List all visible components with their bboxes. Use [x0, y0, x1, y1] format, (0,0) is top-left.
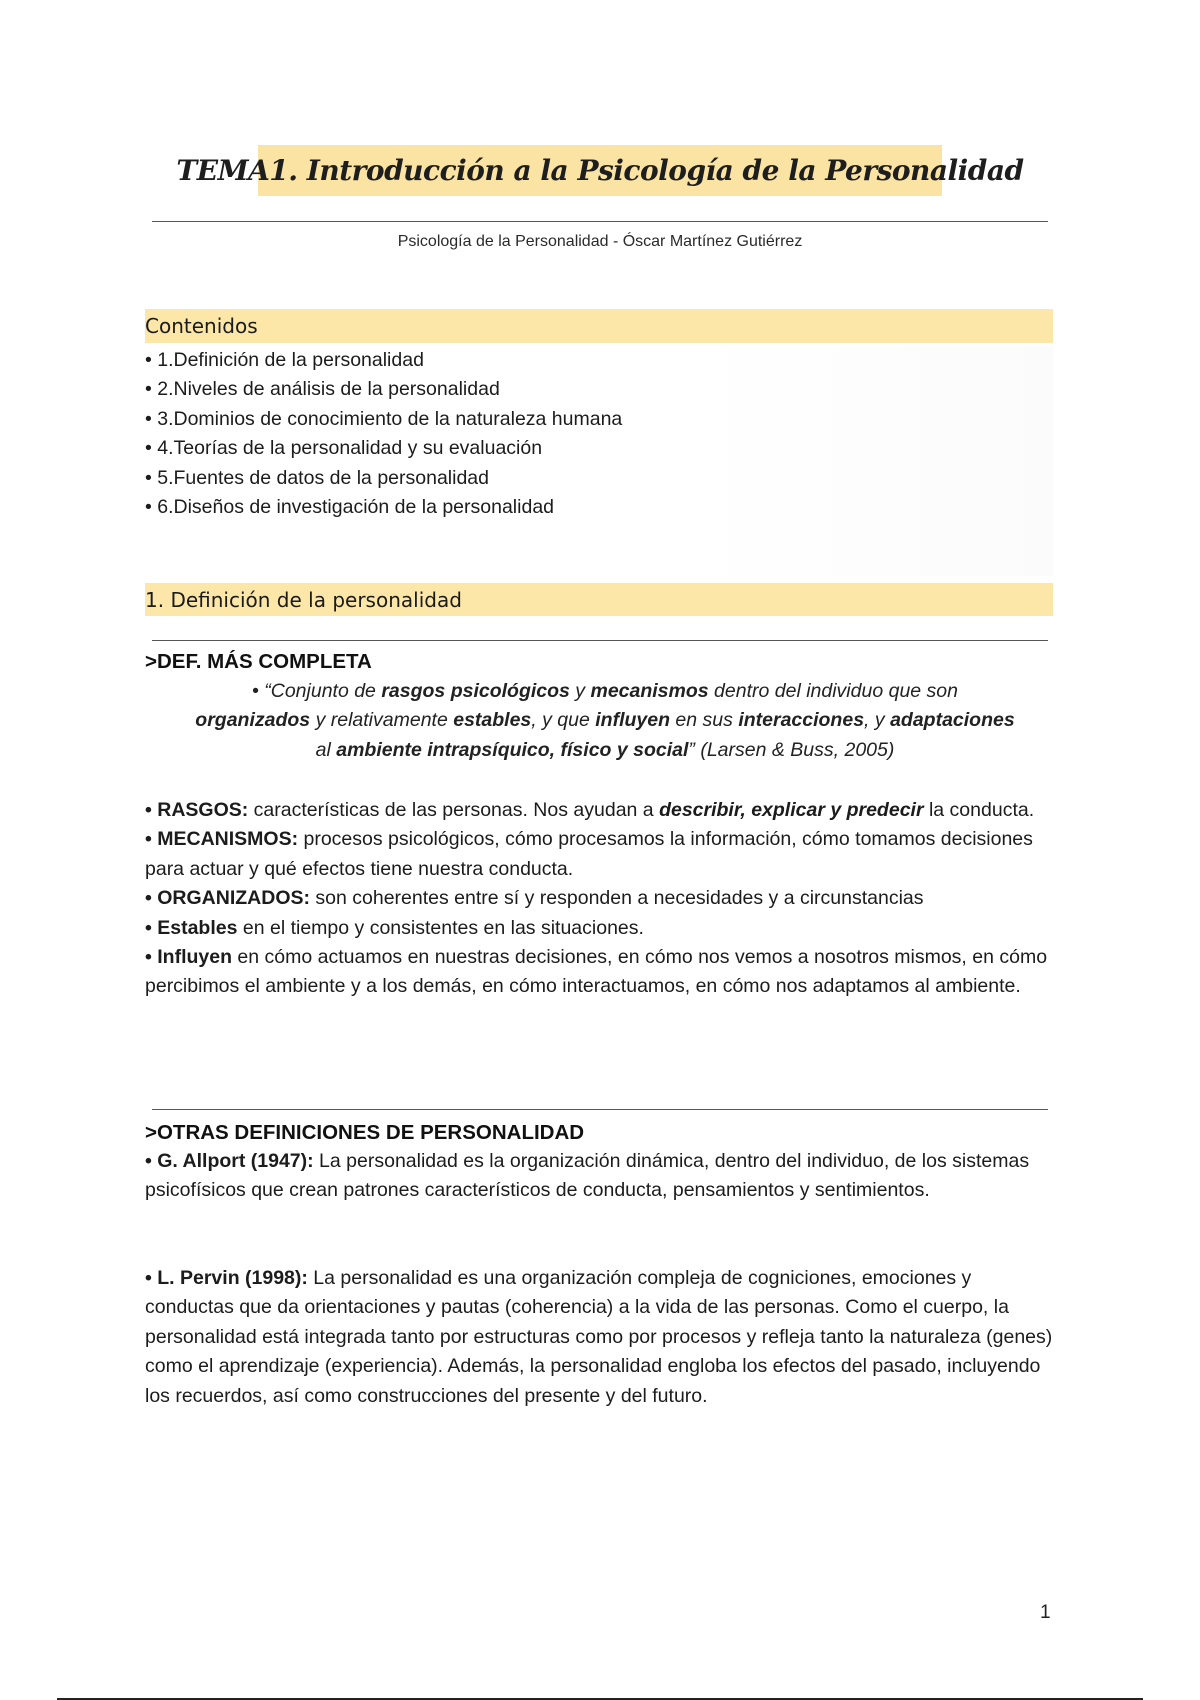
title-divider [152, 221, 1048, 222]
contents-item: • 5.Fuentes de datos de la personalidad [145, 466, 489, 489]
title-highlight [176, 145, 1024, 196]
page-number: 1 [1040, 1602, 1051, 1623]
term-estables: • Estables en el tiempo y consistentes en las situaciones. [145, 916, 644, 939]
contents-heading-bar [145, 309, 1053, 343]
definition-quote: • “Conjunto de rasgos psicológicos y mecanismos dentro del individuo que son organizados y relativamente estables, y que influyen en sus interacciones, y adaptaciones al ambiente intrapsíquico, físico y social” (Larsen & Buss, 2005) [195, 680, 1015, 761]
contents-item: • 2.Niveles de análisis de la personalidad [145, 378, 500, 401]
contents-item: • 3.Dominios de conocimiento de la naturaleza humana [145, 407, 623, 430]
contents-item: • 1.Definición de la personalidad [145, 349, 424, 371]
term-rasgos: • RASGOS: características de las personas. Nos ayudan a describir, explicar y predecir la conducta. [145, 799, 1035, 821]
section1-heading: 1. Definición de la personalidad [145, 587, 462, 612]
document-subtitle: Psicología de la Personalidad - Óscar Martínez Gutiérrez [397, 233, 803, 250]
term-influyen: • Influyen en cómo actuamos en nuestras decisiones, en cómo nos vemos a nosotros mismos, en cómo percibimos el ambiente y a los demás, en cómo interactuamos, en cómo nos adaptamos al ambiente. [145, 946, 1048, 998]
definition-allport: • G. Allport (1947): La personalidad es la organización dinámica, dentro del individuo, de los sistemas psicofísicos que crean patrones característicos de conducta, pensamientos y sentimientos. [145, 1150, 1030, 1202]
contents-item: • 4.Teorías de la personalidad y su evaluación [145, 437, 543, 460]
section1-divider [152, 640, 1048, 641]
contents-heading: Contenidos [145, 314, 258, 338]
definition-terms [145, 796, 1057, 1002]
contents-list [145, 346, 1057, 522]
other-definitions-divider [152, 1109, 1048, 1110]
definition-heading: >DEF. MÁS COMPLETA [145, 650, 372, 673]
definition-pervin: • L. Pervin (1998): La personalidad es una organización compleja de cogniciones, emociones y conductas que da orientaciones y pautas (coherencia) a la vida de las personas. Como el cuerpo, la personalidad está integrada tanto por estructuras como por procesos y refleja tanto la naturaleza (genes) como el aprendizaje (experiencia). Además, la personalidad engloba los efectos del pasado, incluyendo los recuerdos, así como construcciones del presente y del futuro. [145, 1267, 1053, 1407]
term-mecanismos: • MECANISMOS: procesos psicológicos, cómo procesamos la información, cómo tomamos decisiones para actuar y qué efectos tiene nuestra conducta. [145, 828, 1033, 880]
contents-item: • 6.Diseños de investigación de la personalidad [145, 496, 555, 519]
other-definitions-heading: >OTRAS DEFINICIONES DE PERSONALIDAD [145, 1121, 585, 1144]
section1-heading-bar [145, 583, 1053, 616]
term-organizados: • ORGANIZADOS: son coherentes entre sí y responden a necesidades y a circunstancias [145, 887, 924, 910]
document-title: TEMA1. Introducción a la Psicología de la Personalidad [176, 154, 1024, 187]
